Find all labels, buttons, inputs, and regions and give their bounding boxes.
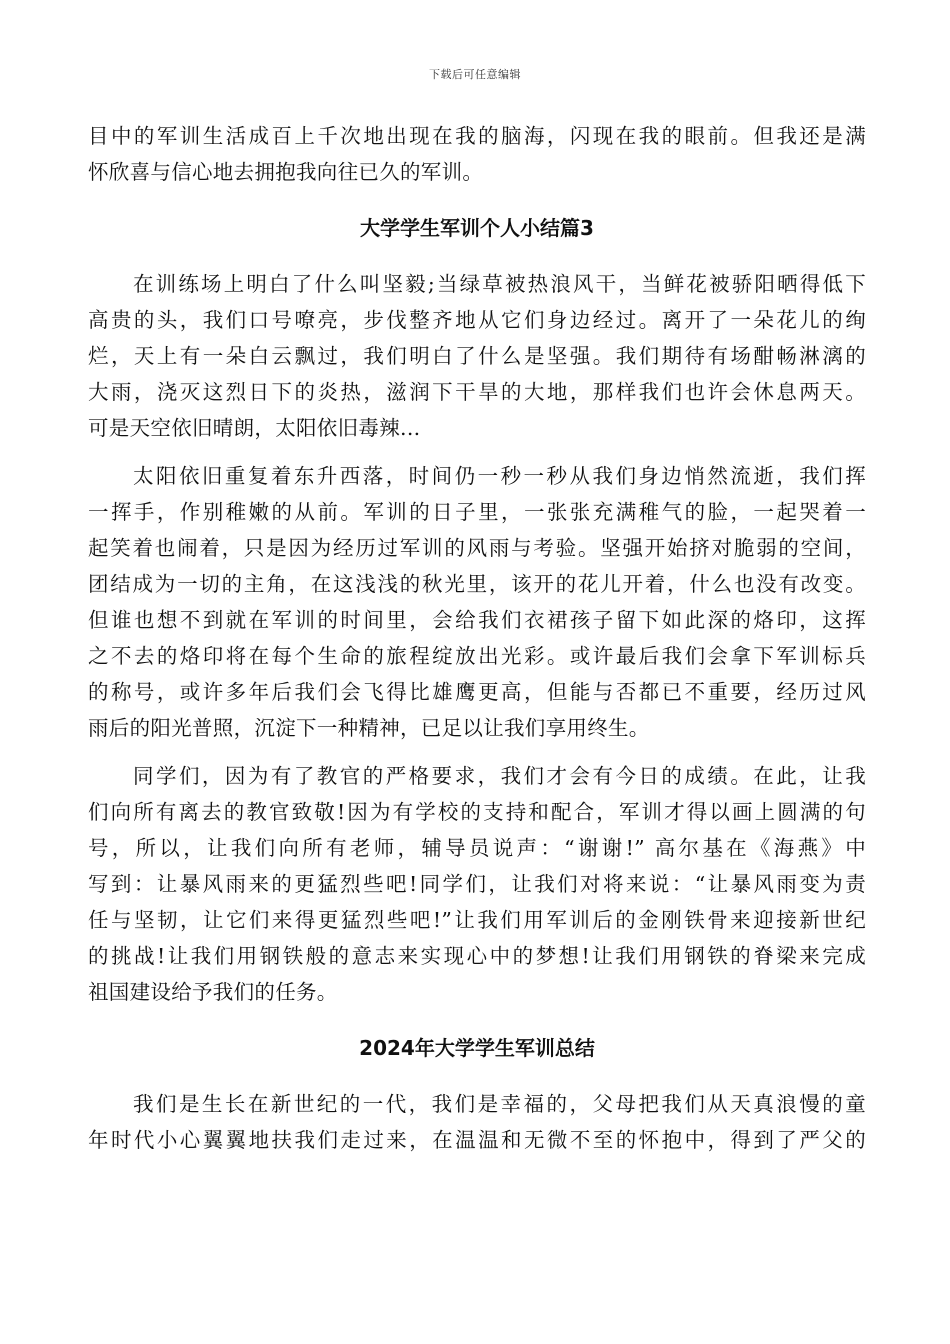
text-line: 目中的军训生活成百上千次地出现在我的脑海，闪现在我的眼前。但我还是满 <box>88 124 866 148</box>
text-line: 同学们，因为有了教官的严格要求，我们才会有今日的成绩。在此，让我 <box>133 764 866 788</box>
text-line: 们向所有离去的教官致敬!因为有学校的支持和配合，军训才得以画上圆满的句 <box>88 800 866 824</box>
text-line: 烂，天上有一朵白云飘过，我们明白了什么是坚强。我们期待有场酣畅淋漓的 <box>88 344 866 368</box>
paragraph <box>88 266 866 446</box>
text-line: 大雨，浇灭这烈日下的炎热，滋润下干旱的大地，那样我们也许会休息两天。 <box>88 380 866 404</box>
paragraph <box>88 758 866 1010</box>
text-line: 写到：让暴风雨来的更猛烈些吧!同学们，让我们对将来说：“让暴风雨变为责 <box>88 872 866 896</box>
text-line: 的挑战!让我们用钢铁般的意志来实现心中的梦想!让我们用钢铁的脊梁来完成 <box>88 944 866 968</box>
page-header-watermark: 下载后可任意编辑 <box>429 68 521 81</box>
document-body <box>88 118 866 1158</box>
text-line: 任与坚韧，让它们来得更猛烈些吧!”让我们用军训后的金刚铁骨来迎接新世纪 <box>88 908 866 932</box>
continuation-paragraph <box>88 118 866 190</box>
text-line: 可是天空依旧晴朗，太阳依旧毒辣... <box>88 416 421 440</box>
text-line: 之不去的烙印将在每个生命的旅程绽放出光彩。或许最后我们会拿下军训标兵 <box>88 644 866 668</box>
text-line: 祖国建设给予我们的任务。 <box>88 980 338 1004</box>
text-line: 一挥手，作别稚嫩的从前。军训的日子里，一张张充满稚气的脸，一起哭着一 <box>88 500 866 524</box>
text-line: 怀欣喜与信心地去拥抱我向往已久的军训。 <box>88 160 484 184</box>
paragraph <box>88 458 866 746</box>
text-line: 雨后的阳光普照，沉淀下一种精神，已足以让我们享用终生。 <box>88 716 650 740</box>
text-line: 的称号，或许多年后我们会飞得比雄鹰更高，但能与否都已不重要，经历过风 <box>88 680 866 704</box>
text-line: 在训练场上明白了什么叫坚毅;当绿草被热浪风干，当鲜花被骄阳晒得低下 <box>133 272 866 296</box>
paragraph <box>88 1086 866 1158</box>
text-line: 太阳依旧重复着东升西落，时间仍一秒一秒从我们身边悄然流逝，我们挥 <box>133 464 866 488</box>
text-line: 高贵的头，我们口号嘹亮，步伐整齐地从它们身边经过。离开了一朵花儿的绚 <box>88 308 866 332</box>
text-line: 我们是生长在新世纪的一代，我们是幸福的，父母把我们从天真浪慢的童 <box>133 1092 866 1116</box>
section-heading: 大学学生军训个人小结篇3 <box>360 216 594 240</box>
text-line: 年时代小心翼翼地扶我们走过来，在温温和无微不至的怀抱中，得到了严父的 <box>88 1128 866 1152</box>
text-line: 但谁也想不到就在军训的时间里，会给我们衣裙孩子留下如此深的烙印，这挥 <box>88 608 866 632</box>
text-line: 起笑着也闹着，只是因为经历过军训的风雨与考验。坚强开始挤对脆弱的空间， <box>88 536 866 560</box>
text-line: 团结成为一切的主角，在这浅浅的秋光里，该开的花儿开着，什么也没有改变。 <box>88 572 866 596</box>
text-line: 号，所以，让我们向所有老师，辅导员说声：“谢谢!” 高尔基在《海燕》中 <box>88 836 866 860</box>
section-heading: 2024年大学学生军训总结 <box>359 1036 595 1060</box>
